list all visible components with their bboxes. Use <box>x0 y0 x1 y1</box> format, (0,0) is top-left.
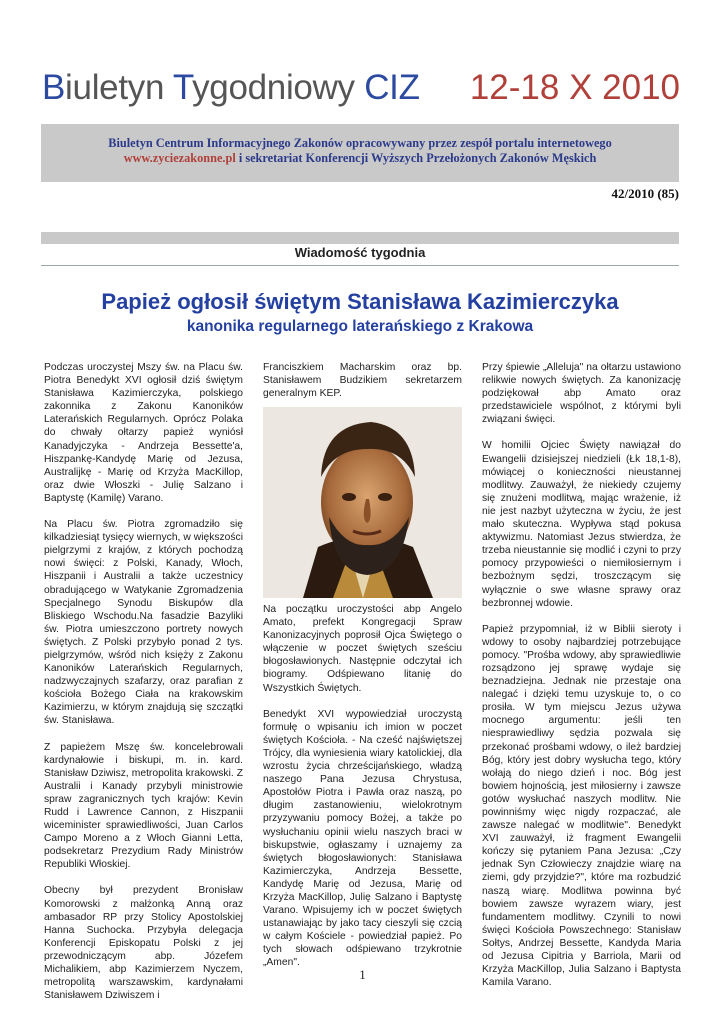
portal-link[interactable]: www.zyciezakonne.pl <box>123 151 236 165</box>
column-3 <box>482 361 681 1002</box>
issue-number: 42/2010 (85) <box>611 186 679 201</box>
paragraph: Z papieżem Mszę św. koncelebrowali kardynałowie i biskupi, m. in. kard. Stanisław Dziwisz, metropolita krakowski. Z Australii i Kanady przybyli ministrowie spraw zagranicznych tych krajów: Kevin Rudd i Lawrence Cannon, z Hiszpanii wiceminister sprawiedliwości, Juan Carlos Campo Moreno a z Włoch Gianni Letta, podsekretarz Prezydium Rady Ministrów Republiki Włoskiej. <box>44 741 243 871</box>
title-initial-t: T <box>172 68 193 107</box>
paragraph: Benedykt XVI wypowiedział uroczystą formułę o wpisaniu ich imion w poczet świętych Kościoła. - Na cześć najświętszej Trójcy, dla wyniesienia wiary katolickiej, dla wzrostu życia chrześcijańskiego, władzą naszego Pana Jezusa Chrystusa, Apostołów Piotra i Pawła oraz naszą, po długim zastanowieniu, wielokrotnym przyzywaniu pomocy Bożej, a także po wysłuchaniu opinii wielu naszych braci w biskupstwie, ogłaszamy i uznajemy za świętych błogosławionych: Stanisława Kazimierczyka, Andrzeja Bessette, Kandydę Marię od Jezusa, Marię od Krzyża MacKillop, Julię Salzano i Baptystę Varano. Wpisujemy ich w poczet świętych ustanawiając by jako tacy cieszyli się czcią w całym Kościele - powiedział papież. Po tych słowach odśpiewano trzykrotnie „Amen". <box>263 708 462 969</box>
paragraph: Obecny był prezydent Bronisław Komorowski z małżonką Anną oraz ambasador RP przy Stolicy Apostolskiej Hanna Suchocka. Przybyła delegacja Konferencji Episkopatu Polski z jej przewodniczącym abp. Józefem Michalikiem, abp Kazimierzem Nyczem, metropolitą warszawskim, kardynałami Stanisławem Dziwiszem i <box>44 885 243 1002</box>
bulletin-title <box>42 68 420 108</box>
saint-portrait-image <box>263 407 462 598</box>
page-number: 1 <box>359 967 366 982</box>
info-line-2-rest: i sekretariat Konferencji Wyższych Przełożonych Zakonów Męskich <box>235 151 597 165</box>
paragraph: Papież przypomniał, iż w Biblii sieroty i wdowy to osoby najbardziej potrzebujące pomocy. "Prośba wdowy, aby sprawiedliwie rozsądzono jej sprawę wydaje się beznadziejna. Jednak nie przestaje ona nalegać i dzięki temu uzyskuje to, o co prosiła. W tym miejscu Jezus używa mocnego argumentu: jeśli ten niesprawiedliwy sędzia pozwala się przekonać prośbami wdowy, o ileż bardziej Bóg, który jest dobry wysłucha tego, który wołają do niego dzień i noc. Bóg jest bowiem hojnością, jest miłosierny i zawsze gotów wysłuchać naszych modlitw. Nie powinniśmy więc nigdy rozpaczać, ale zawsze nalegać w modlitwie". Benedykt XVI zauważył, iż fragment Ewangelii kończy się pytaniem Pana Jezusa: „Czy jednak Syn Człowieczy znajdzie wiarę na ziemi, gdy przyjdzie?", które ma rozbudzić naszą wiarę. Modlitwa powinna być bowiem zawsze wyrazem wiary, jest fundamentem modlitwy. Czynili to nowi święci Kościoła Powszechnego: Stanisław Sołtys, Andrzej Bessette, Kandyda Maria od Jezusa Cipitria y Barriola, Marii od Krzyża MacKillop, Julia Salzano i Baptysta Kamila Varano. <box>482 623 681 989</box>
portrait-illustration <box>263 407 462 598</box>
paragraph: Na początku uroczystości abp Angelo Amato, prefekt Kongregacji Spraw Kanonizacyjnych poprosił Ojca Świętego o włączenie w poczet świętych sześciu błogosławionych. Następnie odczytał ich biogramy. Odśpiewano litanię do Wszystkich Świętych. <box>263 604 462 694</box>
paragraph: Podczas uroczystej Mszy św. na Placu św. Piotra Benedykt XVI ogłosił dziś świętym Stanisława Kazimierczyka, polskiego zakonnika z Zakonu Kanoników Laterańskich Regularnych. Oprócz Polaka do chwały ołtarzy papież wyniósł Kanadyjczyka - Andrzeja Bessette'a, Hiszpankę-Kandydę Marię od Jezusa, Australijkę - Marię od Krzyża MacKillop, oraz dwie Włoszki - Julię Salzano i Baptystę (Kamilę) Varano. <box>44 362 243 504</box>
issue-date: 12-18 X 2010 <box>469 68 680 107</box>
column-1 <box>44 361 243 1015</box>
section-title: Wiadomość tygodnia <box>294 245 426 260</box>
title-part-1: iuletyn <box>65 68 173 107</box>
title-initial-b: B <box>42 68 66 107</box>
paragraph: Franciszkiem Macharskim oraz bp. Stanisławem Budzikiem sekretarzem generalnym KEP. <box>263 362 462 400</box>
info-line-1: Biuletyn Centrum Informacyjnego Zakonów opracowywany przez zespół portalu internetowego <box>108 136 612 150</box>
section-bar <box>41 232 679 244</box>
article-subheadline: kanonika regularnego laterańskiego z Krakowa <box>186 318 534 335</box>
paragraph: W homilii Ojciec Święty nawiązał do Ewangelii dzisiejszej niedzieli (Łk 18,1-8), mówiącej o konieczności nieustannej modlitwy. Zauważył, że niekiedy czujemy się znużeni modlitwą, mając wrażenie, iż nie jest nazbyt użyteczna w życiu, że jest mało skuteczna. Wypływa stąd pokusa aktywizmu. Natomiast Jezus stwierdza, że trzeba nieustannie się modlić i czyni to przy pomocy przypowieści o niemiłosiernym i bezbożnym sędzi, troszczącym się wyłącznie o swe własne sprawy oraz bezbronnej wdowie. <box>482 440 681 609</box>
paragraph: Przy śpiewie „Alleluja" na ołtarzu ustawiono relikwie nowych świętych. Za kanonizację podziękował abp Amato oraz przedstawiciele wspólnot, z którymi byli związani święci. <box>482 362 681 426</box>
title-part-2: ygodniowy <box>192 68 365 107</box>
info-box <box>41 124 679 182</box>
section-divider <box>41 265 679 266</box>
column-2-bottom <box>263 603 462 983</box>
masthead <box>42 68 684 112</box>
info-line-2 <box>41 151 679 166</box>
article-headline: Papież ogłosił świętym Stanisława Kazimierczyka <box>101 289 619 314</box>
paragraph: Na Placu św. Piotra zgromadziło się kilkadziesiąt tysięcy wiernych, w większości pielgrzymi z krajów, z których pochodzą nowi święci: z Polski, Kanady, Włoch, Hiszpanii i Australii a także uczestnicy obradującego w Watykanie Zgromadzenia Specjalnego Synodu Biskupów dla Bliskiego Wschodu.Na fasadzie Bazyliki św. Piotra umieszczono portrety nowych świętych. Z Polski przybyło ponad 2 tys. pielgrzymów, wśród nich księży z Zakonu Kanoników Laterańskich Regularnych, nadzwyczajnych szafarzy, oraz parafian z kościoła Bożego Ciała na krakowskim Kazimierzu, w którym znajdują się szczątki św. Stanisława. <box>44 519 243 727</box>
title-ciz: CIZ <box>364 68 420 107</box>
column-2-top <box>263 361 462 413</box>
